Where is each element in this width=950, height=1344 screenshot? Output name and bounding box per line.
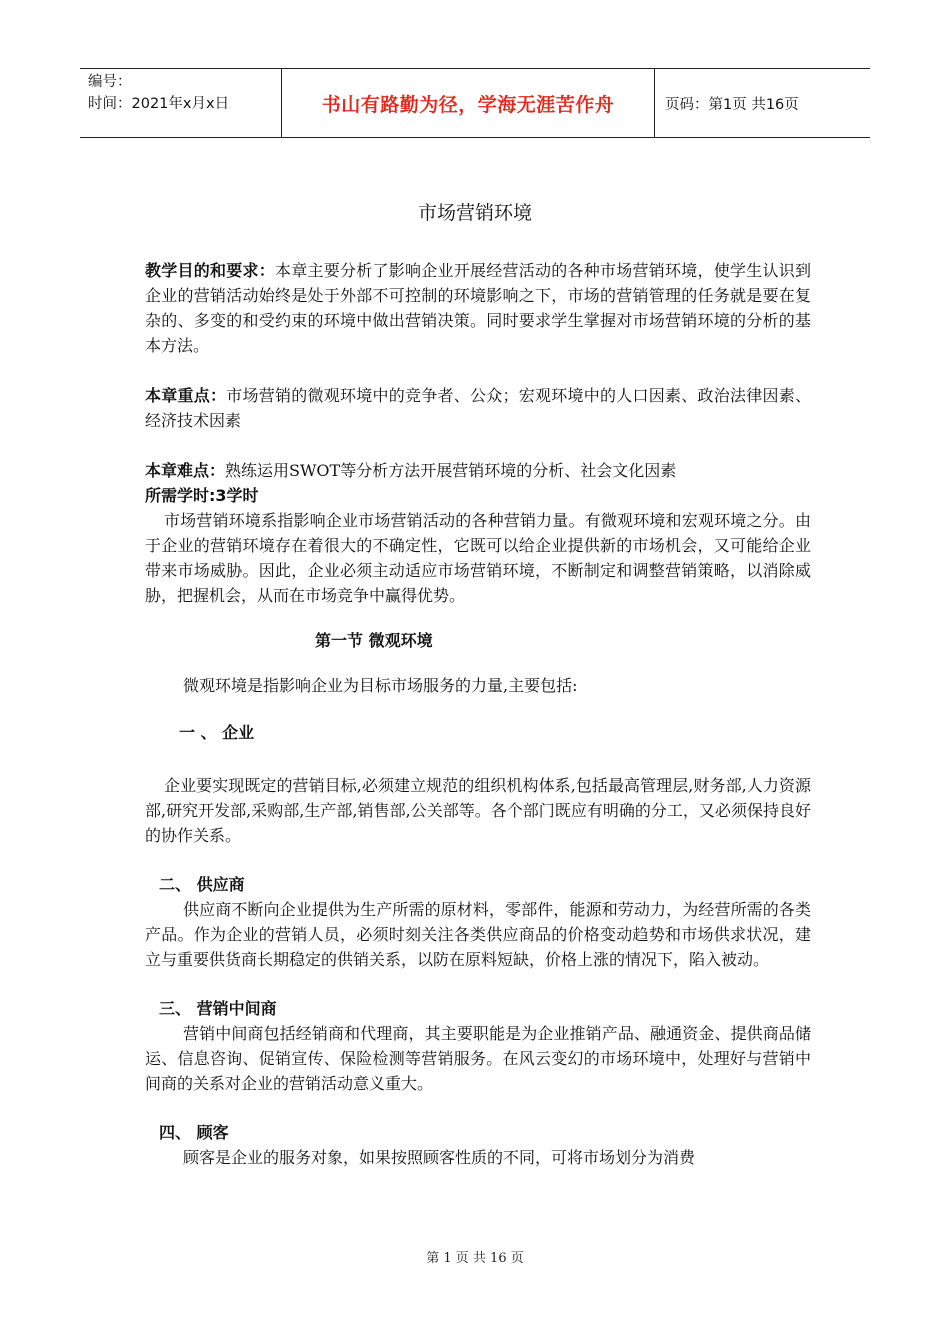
hours-line: 所需学时:3学时 <box>145 486 259 505</box>
key-text: 市场营销的微观环境中的竞争者、公众；宏观环境中的人口因素、政治法律因素、经济技术因素 <box>145 386 811 430</box>
subsection-heading: 四、 顾客 <box>159 1123 229 1142</box>
hard-text: 熟练运用SWOT等分析方法开展营销环境的分析、社会文化因素 <box>225 461 677 480</box>
document-header <box>80 68 870 138</box>
goal-paragraph <box>145 258 811 358</box>
document-title: 市场营销环境 <box>417 202 532 224</box>
hard-paragraph <box>145 458 811 483</box>
intro-paragraph: 市场营销环境系指影响企业市场营销活动的各种营销力量。有微观环境和宏观环境之分。由于企业的营销环境存在着很大的不确定性，它既可以给企业提供新的市场机会，又可能给企业带来市场威胁。因此，企业必须主动适应市场营销环境，不断制定和调整营销策略，以消除威胁，把握机会，从而在市场竞争中赢得优势。 <box>145 511 811 605</box>
subsection-text: 顾客是企业的服务对象，如果按照顾客性质的不同，可将市场划分为消费 <box>183 1148 696 1167</box>
header-time: 时间：2021年x月x日 <box>88 96 230 112</box>
subsection-heading: 三、 营销中间商 <box>159 999 277 1018</box>
key-paragraph <box>145 383 811 433</box>
subsection-text: 供应商不断向企业提供为生产所需的原材料，零部件，能源和劳动力，为经营所需的各类产品。作为企业的营销人员，必须时刻关注各类供应商品的价格变动趋势和市场供求状况，建立与重要供货商长期稳定的供销关系，以防在原料短缺，价格上涨的情况下，陷入被动。 <box>145 900 811 969</box>
section-lead: 微观环境是指影响企业为目标市场服务的力量,主要包括: <box>183 676 578 695</box>
subsection-heading: 二、 供应商 <box>159 875 245 894</box>
subsection-heading: 一 、 企业 <box>179 723 255 742</box>
goal-text: 本章主要分析了影响企业开展经营活动的各种市场营销环境，使学生认识到企业的营销活动始终是处于外部不可控制的环境影响之下，市场的营销管理的任务就是要在复杂的、多变的和受约束的环境中做出营销决策。同时要求学生掌握对市场营销环境的分析的基本方法。 <box>145 261 811 355</box>
goal-label: 教学目的和要求： <box>145 261 275 280</box>
header-number: 编号： <box>88 74 132 90</box>
document-body <box>145 258 811 1170</box>
hard-label: 本章难点： <box>145 461 226 480</box>
key-label: 本章重点： <box>145 386 227 405</box>
section-title: 第一节 微观环境 <box>315 631 433 650</box>
header-motto: 书山有路勤为径，学海无涯苦作舟 <box>282 69 655 137</box>
header-meta <box>80 69 282 137</box>
page-footer: 第 1 页 共 16 页 <box>426 1251 524 1266</box>
subsection-text: 企业要实现既定的营销目标,必须建立规范的组织机构体系,包括最高管理层,财务部,人力资源部,研究开发部,采购部,生产部,销售部,公关部等。各个部门既应有明确的分工，又必须保持良好的协作关系。 <box>145 776 811 845</box>
subsection-text: 营销中间商包括经销商和代理商，其主要职能是为企业推销产品、融通资金、提供商品储运、信息咨询、促销宣传、保险检测等营销服务。在风云变幻的市场环境中，处理好与营销中间商的关系对企业的营销活动意义重大。 <box>145 1024 811 1093</box>
header-page-info: 页码：第1页 共16页 <box>665 96 799 113</box>
